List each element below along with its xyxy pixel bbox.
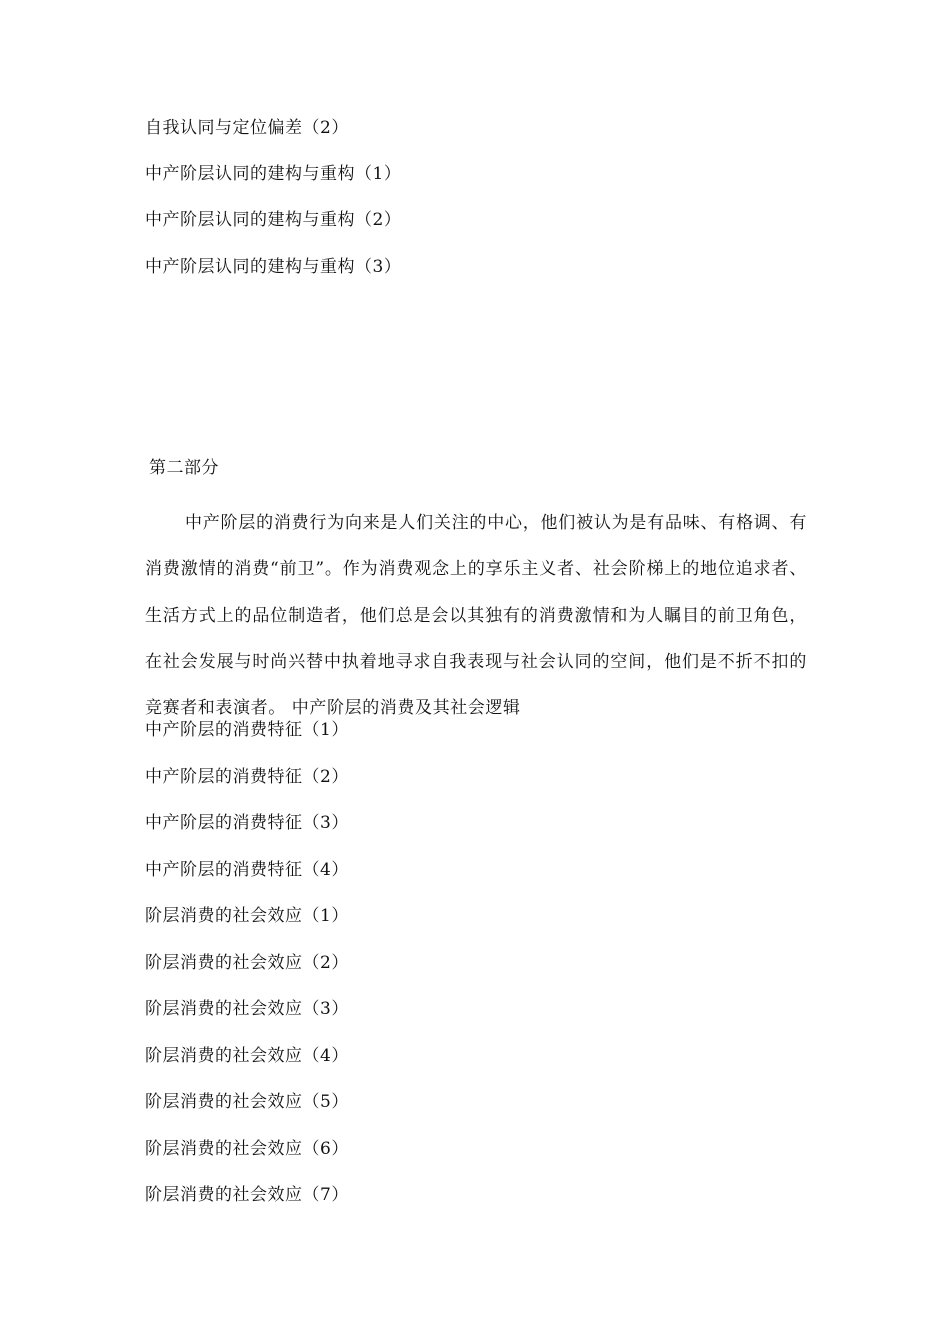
list-item: 阶层消费的社会效应（6） <box>145 1138 349 1159</box>
toc-item-self-identity-2: 自我认同与定位偏差（2） <box>145 118 349 138</box>
toc-item-identity-construction-1: 中产阶层认同的建构与重构（1） <box>145 164 402 184</box>
toc-item-identity-construction-2: 中产阶层认同的建构与重构（2） <box>145 210 402 230</box>
list-item: 阶层消费的社会效应（4） <box>145 1045 349 1066</box>
list-item: 阶层消费的社会效应（2） <box>145 952 349 973</box>
toc-item-identity-construction-3: 中产阶层认同的建构与重构（3） <box>145 257 402 277</box>
section-title: 第二部分 <box>149 458 219 478</box>
list-item: 阶层消费的社会效应（7） <box>145 1185 349 1205</box>
list-item: 阶层消费的社会效应（5） <box>145 1092 349 1112</box>
list-item: 阶层消费的社会效应（1） <box>145 906 349 926</box>
list-item: 中产阶层的消费特征（2） <box>145 766 349 787</box>
list-item: 中产阶层的消费特征（4） <box>145 859 349 880</box>
list-item: 阶层消费的社会效应（3） <box>145 999 349 1019</box>
body-paragraph: 中产阶层的消费行为向来是人们关注的中心，他们被认为是有品味、有格调、有消费激情的消费“前卫”。作为消费观念上的享乐主义者、社会阶梯上的地位追求者、生活方式上的品位制造者，他们总是会以其独有的消费激情和为人瞩目的前卫角色，在社会发展与时尚兴替中执着地寻求自我表现与社会认同的空间，他们是不折不扣的竞赛者和表演者。 中产阶层的消费及其社会逻辑 <box>145 513 807 719</box>
toc-list <box>145 718 349 1230</box>
list-item: 中产阶层的消费特征（1） <box>145 720 349 740</box>
list-item: 中产阶层的消费特征（3） <box>145 813 349 833</box>
